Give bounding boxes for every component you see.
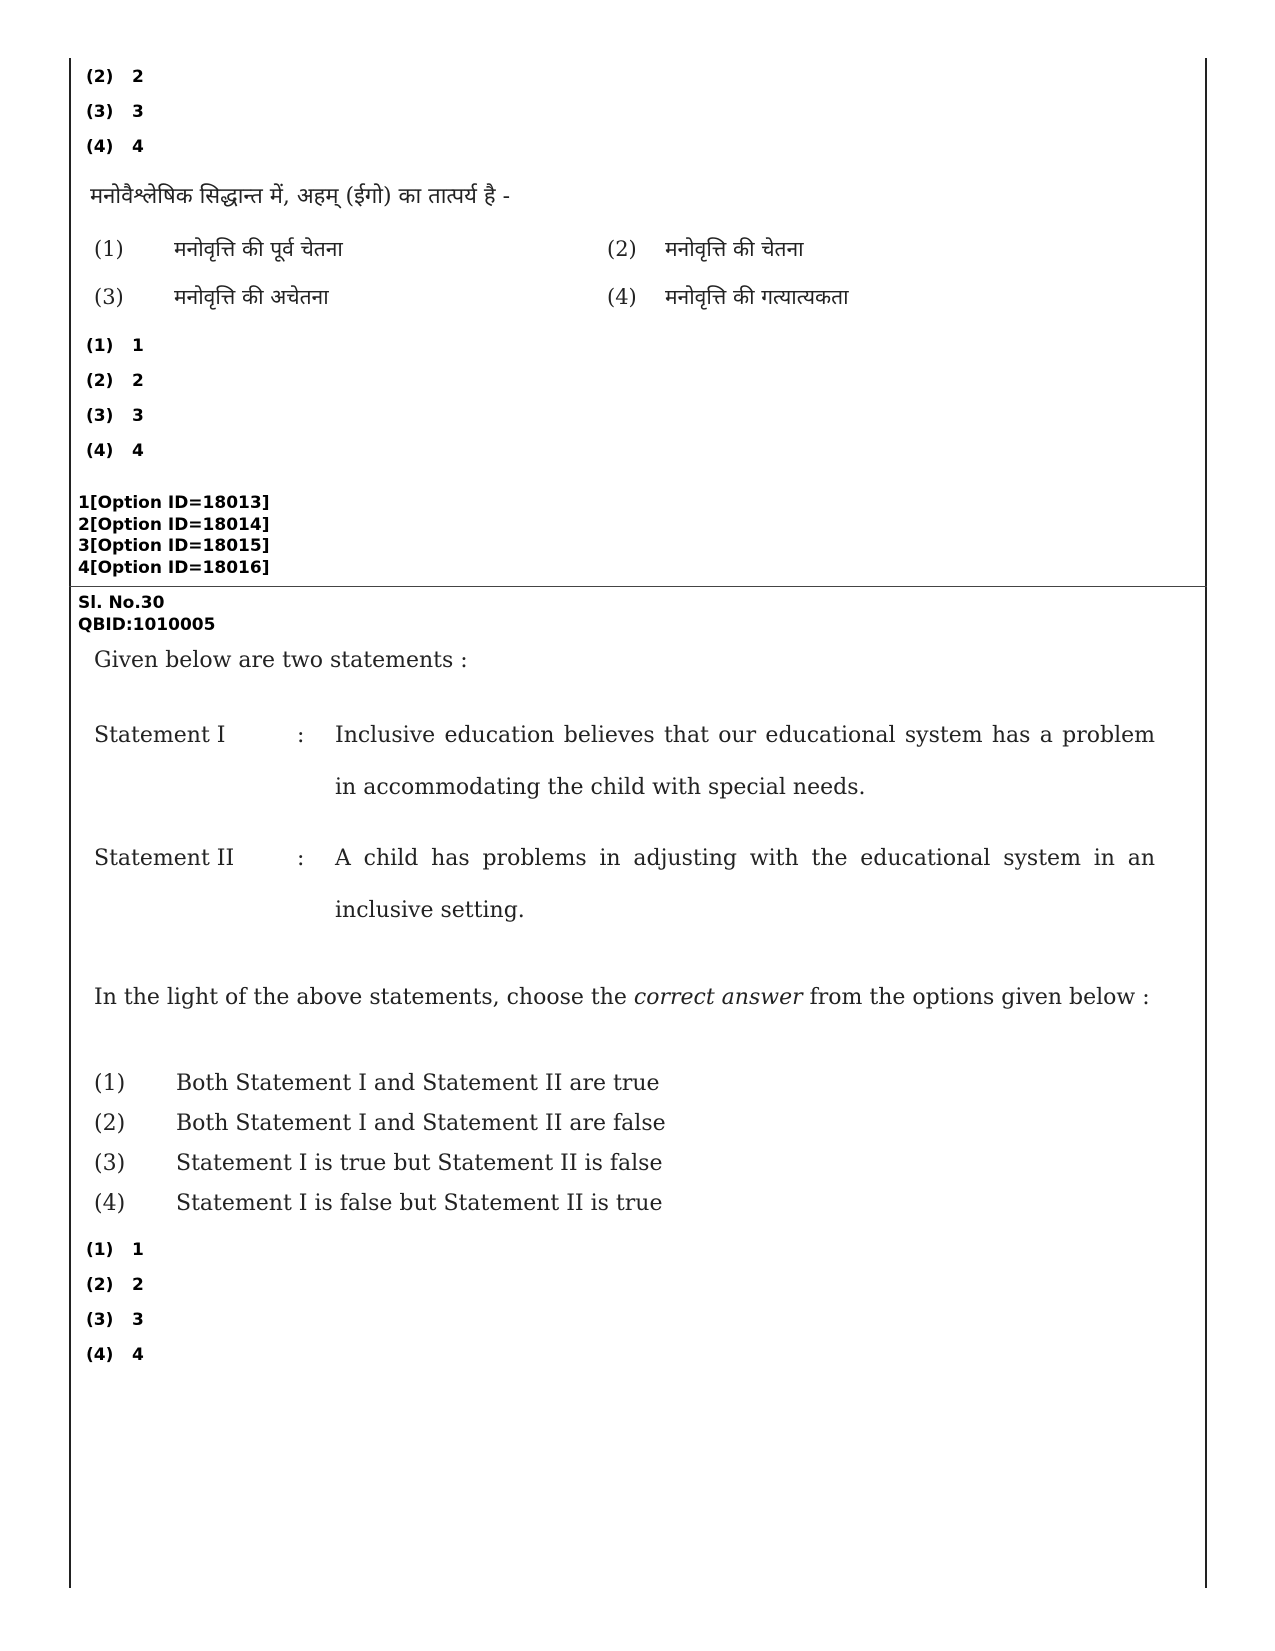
option-number: (2) — [94, 1111, 126, 1136]
option-number: (4) — [94, 1191, 126, 1216]
option-value: 2 — [132, 67, 144, 87]
english-option-2 — [94, 1104, 666, 1144]
statement-2-colon: : — [297, 846, 305, 871]
option-id: 4[Option ID=18016] — [78, 557, 270, 578]
option-value: 3 — [132, 406, 144, 426]
option-text: मनोवृत्ति की गत्यात्यकता — [665, 285, 849, 309]
answer-option — [86, 1303, 144, 1338]
answer-list — [86, 1233, 144, 1373]
answer-option — [86, 329, 144, 364]
option-number: (1) — [94, 237, 124, 261]
option-number: (2) — [86, 67, 114, 87]
option-number: (3) — [86, 102, 114, 122]
option-text: Both Statement I and Statement II are false — [176, 1111, 666, 1136]
answer-option — [86, 1233, 144, 1268]
english-option-1 — [94, 1064, 660, 1104]
hindi-option-4 — [607, 283, 849, 311]
option-number: (2) — [86, 371, 114, 391]
qbid: QBID:1010005 — [78, 614, 216, 635]
option-text: मनोवृत्ति की चेतना — [665, 237, 804, 261]
answer-option — [86, 1338, 144, 1373]
option-value: 4 — [132, 1345, 144, 1365]
instruction-text: In the light of the above statements, choose the — [94, 985, 634, 1010]
option-number: (4) — [607, 285, 637, 309]
option-value: 3 — [132, 102, 144, 122]
answer-option — [86, 1268, 144, 1303]
answer-list — [86, 329, 144, 469]
english-option-3 — [94, 1144, 662, 1184]
option-number: (1) — [86, 336, 114, 356]
hindi-option-2 — [607, 235, 804, 263]
option-value: 1 — [132, 1240, 144, 1260]
option-text: Statement I is false but Statement II is true — [176, 1191, 663, 1216]
option-number: (4) — [86, 1345, 114, 1365]
option-value: 2 — [132, 371, 144, 391]
option-number: (1) — [94, 1071, 126, 1096]
option-number: (4) — [86, 137, 114, 157]
option-value: 3 — [132, 1310, 144, 1330]
option-value: 4 — [132, 137, 144, 157]
option-text: मनोवृत्ति की पूर्व चेतना — [174, 237, 343, 261]
option-number: (4) — [86, 441, 114, 461]
answer-option — [86, 399, 144, 434]
instruction-emphasis: correct answer — [633, 985, 803, 1010]
option-number: (3) — [94, 285, 124, 309]
statement-1-text: Inclusive education believes that our educational system has a problem in accommodating the child with special needs. — [335, 723, 1155, 800]
option-number: (3) — [86, 1310, 114, 1330]
option-number: (1) — [86, 1240, 114, 1260]
option-id: 1[Option ID=18013] — [78, 493, 270, 513]
question-instruction — [94, 985, 1150, 1010]
answer-option — [86, 60, 144, 95]
option-id: 2[Option ID=18014] — [78, 514, 270, 535]
option-text: Statement I is true but Statement II is false — [176, 1151, 663, 1176]
question-divider — [69, 586, 1207, 587]
answer-option — [86, 95, 144, 130]
option-number: (2) — [607, 237, 637, 261]
option-number: (2) — [86, 1275, 114, 1295]
statement-2-label: Statement II — [94, 846, 235, 871]
hindi-option-1 — [94, 235, 343, 263]
option-value: 1 — [132, 336, 144, 356]
option-value: 2 — [132, 1275, 144, 1295]
option-value: 4 — [132, 441, 144, 461]
left-border — [69, 58, 71, 1588]
prev-answer-list — [86, 60, 144, 165]
question-header — [78, 593, 215, 636]
question-text-hindi: मनोवैश्लेषिक सिद्धान्त में, अहम् (ईगो) का तात्पर्य है - — [90, 184, 511, 209]
option-text: मनोवृत्ति की अचेतना — [174, 285, 329, 309]
statement-2-text: A child has problems in adjusting with the educational system in an inclusive setting. — [335, 846, 1155, 923]
option-number: (3) — [94, 1151, 126, 1176]
answer-option — [86, 434, 144, 469]
option-id: 3[Option ID=18015] — [78, 536, 270, 556]
option-id-list — [78, 493, 269, 579]
answer-option — [86, 364, 144, 399]
question-intro: Given below are two statements : — [94, 648, 468, 673]
option-number: (3) — [86, 406, 114, 426]
hindi-option-3 — [94, 283, 329, 311]
instruction-text: from the options given below : — [802, 985, 1150, 1010]
answer-option — [86, 130, 144, 165]
serial-number: Sl. No.30 — [78, 593, 165, 613]
option-text: Both Statement I and Statement II are true — [176, 1071, 660, 1096]
statement-1-colon: : — [297, 723, 305, 748]
english-option-4 — [94, 1184, 662, 1224]
right-border — [1205, 58, 1207, 1588]
statement-1-label: Statement I — [94, 723, 226, 748]
